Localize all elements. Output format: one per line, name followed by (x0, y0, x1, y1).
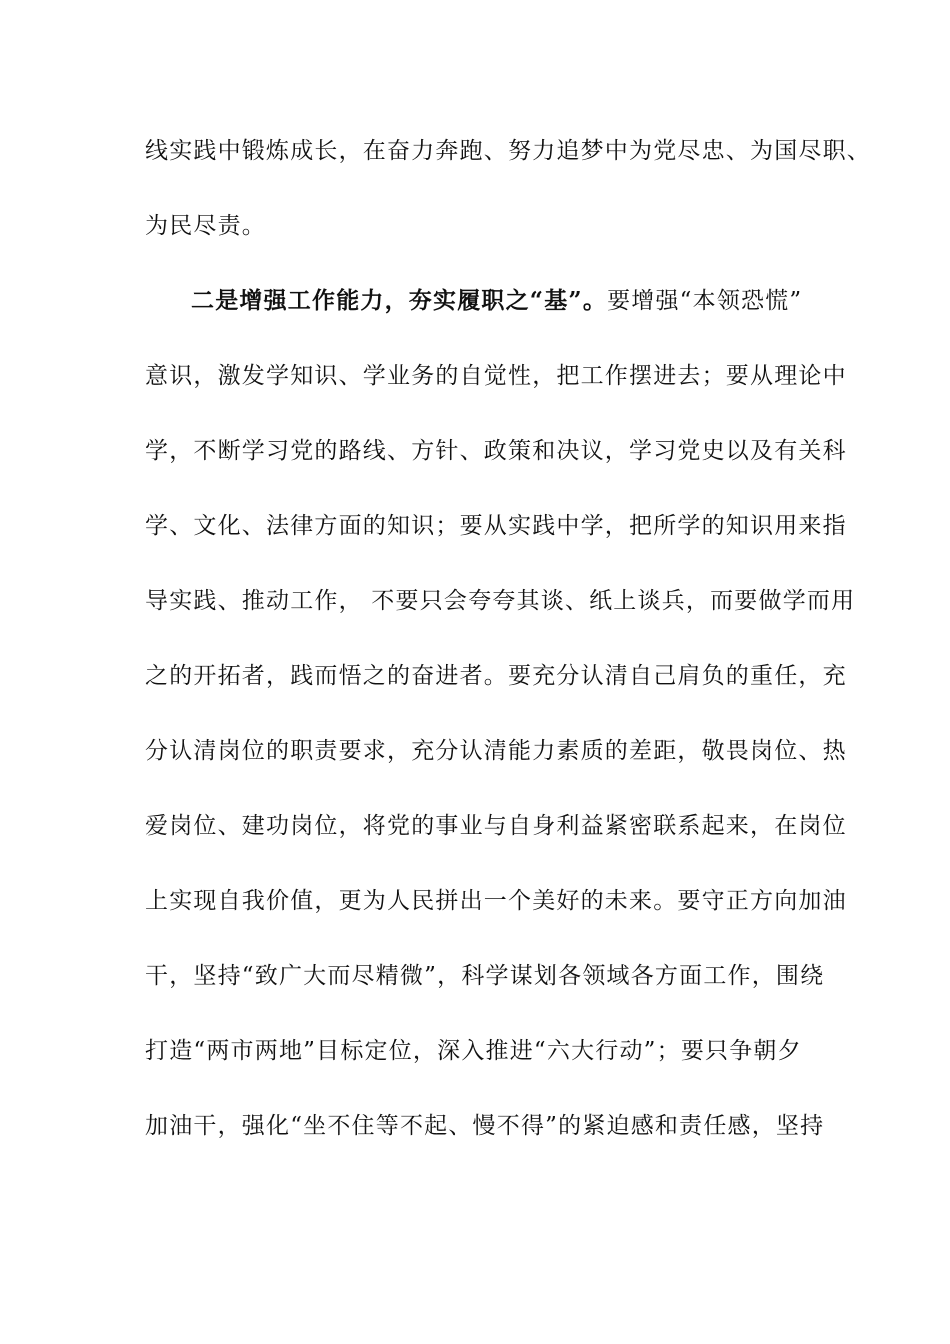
text-line: 爱岗位、建功岗位，将党的事业与自身利益紧密联系起来，在岗位 (145, 813, 847, 839)
text-line: 意识，激发学知识、学业务的自觉性，把工作摆进去；要从理论中 (145, 363, 847, 389)
text-line: 学，不断学习党的路线、方针、政策和决议，学习党史以及有关科 (145, 438, 847, 464)
text-line: 干，坚持“致广大而尽精微”，科学谋划各领域各方面工作，围绕 (145, 963, 825, 989)
text-line: 导实践、推动工作， 不要只会夸夸其谈、纸上谈兵，而要做学而用 (145, 588, 856, 614)
paragraph-intro: 要增强“本领恐慌” (607, 288, 803, 314)
paragraph-heading: 二是增强工作能力，夯实履职之“基”。 (191, 287, 608, 314)
text-line: 线实践中锻炼成长，在奋力奔跑、努力追梦中为党尽忠、为国尽职、 (145, 138, 871, 164)
paragraph-heading-line (191, 286, 831, 316)
text-line: 学、文化、法律方面的知识；要从实践中学，把所学的知识用来指 (145, 513, 847, 539)
text-line: 加油干，强化“坐不住等不起、慢不得”的紧迫感和责任感，坚持 (145, 1113, 825, 1139)
text-line: 之的开拓者，践而悟之的奋进者。要充分认清自己肩负的重任，充 (145, 663, 847, 689)
text-line: 分认清岗位的职责要求，充分认清能力素质的差距，敬畏岗位、热 (145, 738, 847, 764)
text-line: 打造“两市两地”目标定位，深入推进“六大行动”；要只争朝夕 (145, 1038, 802, 1064)
text-line: 为民尽责。 (145, 213, 266, 239)
text-line: 上实现自我价值，更为人民拼出一个美好的未来。要守正方向加油 (145, 888, 847, 914)
